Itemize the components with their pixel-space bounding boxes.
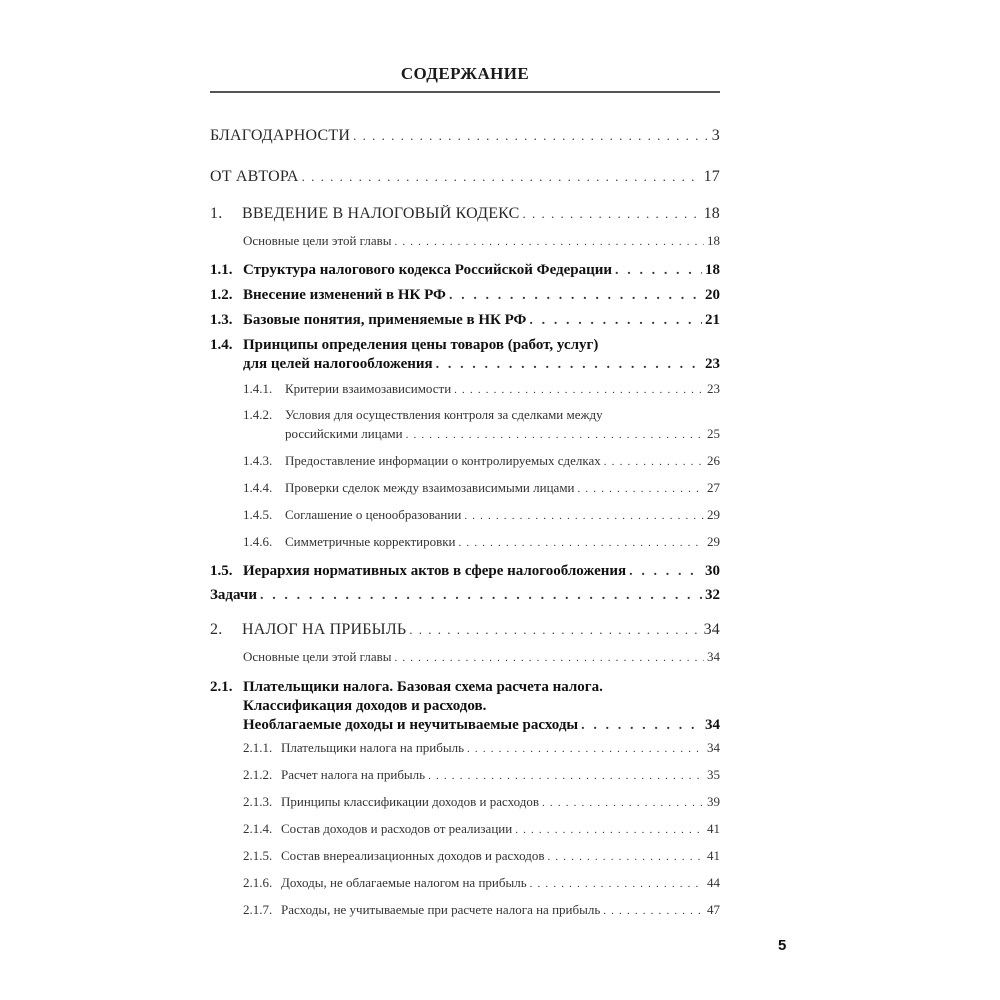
toc-entry-label: Доходы, не облагаемые налогом на прибыль (281, 875, 527, 890)
leader-dots (548, 851, 705, 863)
toc-entry-chapter-2[interactable] (210, 621, 720, 639)
toc-entry-label: Структура налогового кодекса Российской Федерации (243, 262, 613, 278)
toc-entry-2-1-4[interactable] (243, 821, 720, 837)
toc-entry-number: 2.1. (210, 679, 233, 695)
leader-dots (629, 564, 702, 580)
toc-entry-number: 1.1. (210, 262, 233, 278)
toc-entry-1-1[interactable] (210, 262, 720, 279)
toc-page-number: 29 (707, 507, 720, 522)
leader-dots (530, 878, 704, 890)
toc-entry-1-3[interactable] (210, 312, 720, 329)
toc-entry-1-2[interactable] (210, 287, 720, 304)
toc-entry-label: ОТ АВТОРА (210, 168, 299, 185)
toc-page-number: 17 (703, 168, 720, 185)
toc-entry-2-1-line2[interactable]: Классификация доходов и расходов. (243, 698, 487, 714)
toc-entry-label: Условия для осуществления контроля за сделками между (285, 407, 603, 422)
toc-page-number: 35 (707, 767, 720, 782)
toc-entry-2-1-7[interactable] (243, 902, 720, 918)
toc-page-number: 34 (703, 621, 720, 638)
toc-page-number: 18 (703, 205, 720, 222)
leader-dots (581, 718, 702, 734)
toc-entry-2-1-6[interactable] (243, 875, 720, 891)
leader-dots (428, 770, 704, 782)
toc-entry-number: 2.1.4. (243, 821, 273, 836)
toc-entry-label: Плательщики налога. Базовая схема расчета налога. (243, 679, 603, 695)
toc-entry-label: НАЛОГ НА ПРИБЫЛЬ (242, 621, 407, 638)
toc-entry-label: Плательщики налога на прибыль (281, 740, 465, 755)
toc-entry-1-4-3[interactable] (243, 453, 720, 469)
toc-page-number: 30 (705, 563, 720, 579)
toc-entry-2-1-1[interactable] (243, 740, 720, 756)
toc-entry-number: 2.1.5. (243, 848, 273, 863)
leader-dots (302, 169, 701, 185)
toc-page-number: 39 (707, 794, 720, 809)
toc-entry-number: 1.4.1. (243, 381, 273, 396)
toc-entry-label: Расходы, не учитываемые при расчете налога на прибыль (281, 902, 601, 917)
toc-entry-label: Состав доходов и расходов от реализации (281, 821, 513, 836)
leader-dots (454, 384, 704, 396)
toc-entry-chapter-2-goals[interactable] (243, 649, 720, 665)
leader-dots (436, 357, 702, 373)
toc-entry-label: Необлагаемые доходы и неучитываемые расходы (243, 717, 579, 733)
toc-entry-label: Состав внереализационных доходов и расходов (281, 848, 545, 863)
toc-page-number: 41 (707, 821, 720, 836)
toc-entry-1-4-line1[interactable] (210, 337, 598, 354)
toc-page-number: 3 (711, 127, 720, 144)
toc-page-number: 29 (707, 534, 720, 549)
toc-entry-blagodarnosti[interactable] (210, 127, 720, 145)
toc-entry-label: для целей налогообложения (243, 356, 433, 372)
toc-entry-number: 1.4.6. (243, 534, 273, 549)
toc-entry-label: Базовые понятия, применяемые в НК РФ (243, 312, 527, 328)
toc-entry-label: Принципы определения цены товаров (работ, услуг) (243, 337, 599, 353)
toc-entry-2-1-3[interactable] (243, 794, 720, 810)
toc-entry-label: Проверки сделок между взаимозависимыми лицами (285, 480, 575, 495)
toc-entry-number: 1.4.2. (243, 407, 273, 422)
toc-entry-number: 1.4.5. (243, 507, 273, 522)
toc-page-number: 26 (707, 453, 720, 468)
toc-entry-label: Симметричные корректировки (285, 534, 456, 549)
toc-entry-2-1-line1[interactable] (210, 679, 603, 696)
toc-entry-1-4-2[interactable] (285, 426, 720, 442)
toc-page-number: 20 (705, 287, 720, 303)
toc-entry-number: 1.4.4. (243, 480, 273, 495)
toc-page-number: 32 (705, 587, 720, 603)
toc-entry-label: Задачи (210, 587, 258, 603)
toc-entry-number: 2. (210, 621, 223, 638)
toc-entry-label: Предоставление информации о контролируемых сделках (285, 453, 601, 468)
toc-entry-label: БЛАГОДАРНОСТИ (210, 127, 351, 144)
toc-entry-label: Принципы классификации доходов и расходов (281, 794, 540, 809)
toc-page-number: 34 (707, 649, 720, 664)
toc-page-number: 47 (707, 902, 720, 917)
toc-entry-1-4-2-line1[interactable] (243, 407, 603, 423)
leader-dots (515, 824, 704, 836)
toc-entry-tasks[interactable] (210, 587, 720, 604)
toc-entry-label: Внесение изменений в НК РФ (243, 287, 446, 303)
toc-entry-label: Критерии взаимозависимости (285, 381, 452, 396)
toc-entry-chapter-1-goals[interactable] (243, 233, 720, 249)
toc-entry-number: 2.1.7. (243, 902, 273, 917)
toc-entry-1-5[interactable] (210, 563, 720, 580)
toc-entry-1-4-1[interactable] (243, 381, 720, 397)
leader-dots (409, 622, 700, 638)
toc-page-number: 34 (707, 740, 720, 755)
toc-entry-label: российскими лицами (285, 426, 403, 441)
page-title: СОДЕРЖАНИЕ (400, 64, 530, 83)
toc-entry-number: 1.3. (210, 312, 233, 328)
leader-dots (523, 206, 701, 222)
leader-dots (394, 236, 704, 248)
page-number: 5 (778, 937, 787, 954)
title-rule (210, 91, 720, 93)
toc-page-number: 23 (705, 356, 720, 372)
toc-page-number: 27 (707, 480, 720, 495)
leader-dots (603, 905, 704, 917)
toc-entry-2-1-2[interactable] (243, 767, 720, 783)
toc-entry-number: 2.1.1. (243, 740, 273, 755)
toc-entry-ot-avtora[interactable] (210, 168, 720, 186)
toc-page-number: 34 (705, 717, 720, 733)
toc-page-number: 18 (707, 233, 720, 248)
toc-entry-1-4-5[interactable] (243, 507, 720, 523)
toc-entry-label: Иерархия нормативных актов в сфере налогообложения (243, 563, 627, 579)
toc-entry-number: 1.4. (210, 337, 233, 353)
leader-dots (467, 743, 704, 755)
leader-dots (353, 128, 709, 144)
toc-entry-2-1-5[interactable] (243, 848, 720, 864)
toc-page-number: 18 (705, 262, 720, 278)
toc-entry-number: 1. (210, 205, 223, 222)
toc-entry-number: 2.1.2. (243, 767, 273, 782)
toc-page-number: 41 (707, 848, 720, 863)
leader-dots (604, 456, 704, 468)
toc-entry-label: ВВЕДЕНИЕ В НАЛОГОВЫЙ КОДЕКС (242, 205, 520, 222)
leader-dots (529, 313, 702, 329)
toc-page-number: 23 (707, 381, 720, 396)
toc-entry-label: Соглашение о ценообразовании (285, 507, 462, 522)
leader-dots (578, 483, 705, 495)
toc-entry-2-1[interactable] (243, 717, 720, 734)
toc-entry-1-4-4[interactable] (243, 480, 720, 496)
toc-entry-label: Основные цели этой главы (243, 233, 392, 248)
leader-dots (449, 288, 702, 304)
toc-entry-number: 1.5. (210, 563, 233, 579)
leader-dots (459, 537, 704, 549)
toc-entry-number: 2.1.6. (243, 875, 273, 890)
leader-dots (394, 652, 704, 664)
toc-page-number: 25 (707, 426, 720, 441)
toc-entry-number: 1.4.3. (243, 453, 273, 468)
toc-entry-1-4-6[interactable] (243, 534, 720, 550)
toc-entry-number: 1.2. (210, 287, 233, 303)
leader-dots (260, 588, 702, 604)
leader-dots (464, 510, 704, 522)
toc-page-number: 21 (705, 312, 720, 328)
toc-entry-label: Расчет налога на прибыль (281, 767, 426, 782)
leader-dots (615, 263, 702, 279)
toc-entry-1-4[interactable] (243, 356, 720, 373)
toc-entry-label: Основные цели этой главы (243, 649, 392, 664)
toc-entry-chapter-1[interactable] (210, 205, 720, 223)
toc-entry-number: 2.1.3. (243, 794, 273, 809)
toc-page-number: 44 (707, 875, 720, 890)
leader-dots (406, 429, 704, 441)
leader-dots (542, 797, 704, 809)
